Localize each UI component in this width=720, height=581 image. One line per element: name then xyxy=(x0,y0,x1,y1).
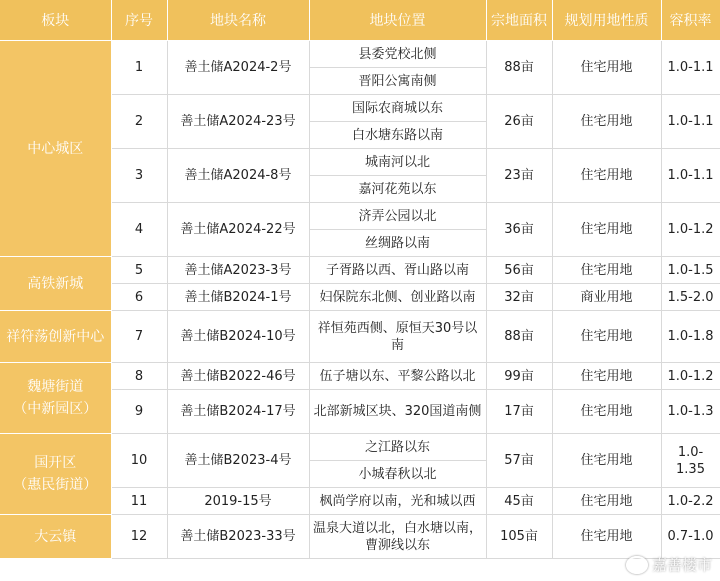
header-parcel-name: 地块名称 xyxy=(167,0,309,41)
parcel-land-use: 住宅用地 xyxy=(552,95,661,149)
parcel-plot-ratio: 1.5-2.0 xyxy=(661,284,720,311)
header-number: 序号 xyxy=(111,0,167,41)
watermark xyxy=(626,554,712,575)
header-land-use: 规划用地性质 xyxy=(552,0,661,41)
parcel-plot-ratio: 1.0-1.35 xyxy=(661,434,720,488)
parcel-area: 36亩 xyxy=(486,203,552,257)
parcel-location: 北部新城区块、320国道南侧 xyxy=(309,390,486,434)
parcel-area: 23亩 xyxy=(486,149,552,203)
parcel-area: 56亩 xyxy=(486,257,552,284)
parcel-land-use: 住宅用地 xyxy=(552,488,661,515)
row-number: 9 xyxy=(111,390,167,434)
watermark-logo-icon xyxy=(626,556,648,574)
parcel-land-use: 住宅用地 xyxy=(552,203,661,257)
row-number: 4 xyxy=(111,203,167,257)
parcel-plot-ratio: 1.0-1.1 xyxy=(661,41,720,95)
parcel-land-use: 住宅用地 xyxy=(552,149,661,203)
parcel-location: 国际农商城以东 xyxy=(309,95,486,122)
header-row xyxy=(0,0,720,41)
parcel-name: 善土储B2024-1号 xyxy=(167,284,309,311)
parcel-land-use: 住宅用地 xyxy=(552,515,661,559)
parcel-area: 88亩 xyxy=(486,311,552,363)
parcel-name: 善土储B2022-46号 xyxy=(167,363,309,390)
block-cell: 高铁新城 xyxy=(0,257,111,311)
row-number: 10 xyxy=(111,434,167,488)
header-plot-ratio: 容积率 xyxy=(661,0,720,41)
parcel-location: 妇保院东北侧、创业路以南 xyxy=(309,284,486,311)
parcel-area: 32亩 xyxy=(486,284,552,311)
parcel-plot-ratio: 1.0-1.1 xyxy=(661,95,720,149)
parcel-plot-ratio: 1.0-1.3 xyxy=(661,390,720,434)
block-cell: 大云镇 xyxy=(0,515,111,559)
parcel-area: 26亩 xyxy=(486,95,552,149)
parcel-name: 善土储A2024-22号 xyxy=(167,203,309,257)
parcel-land-use: 商业用地 xyxy=(552,284,661,311)
watermark-text: 嘉善楼市 xyxy=(651,556,712,574)
parcel-location: 县委党校北侧 xyxy=(309,41,486,68)
block-cell: 中心城区 xyxy=(0,41,111,257)
parcel-location: 城南河以北 xyxy=(309,149,486,176)
row-number: 3 xyxy=(111,149,167,203)
row-number: 2 xyxy=(111,95,167,149)
parcel-land-use: 住宅用地 xyxy=(552,390,661,434)
parcel-location: 枫尚学府以南，光和城以西 xyxy=(309,488,486,515)
parcel-location: 丝绸路以南 xyxy=(309,230,486,257)
row-number: 6 xyxy=(111,284,167,311)
parcel-plot-ratio: 0.7-1.0 xyxy=(661,515,720,559)
row-number: 11 xyxy=(111,488,167,515)
parcel-area: 88亩 xyxy=(486,41,552,95)
parcel-location: 子胥路以西、胥山路以南 xyxy=(309,257,486,284)
parcel-area: 57亩 xyxy=(486,434,552,488)
parcel-location: 祥恒苑西侧、原恒天30号以南 xyxy=(309,311,486,363)
header-block: 板块 xyxy=(0,0,111,41)
parcel-plot-ratio: 1.0-1.1 xyxy=(661,149,720,203)
header-location: 地块位置 xyxy=(309,0,486,41)
parcel-land-use: 住宅用地 xyxy=(552,434,661,488)
parcel-location: 嘉河花苑以东 xyxy=(309,176,486,203)
table-row xyxy=(0,515,720,559)
block-cell: 祥符荡创新中心 xyxy=(0,311,111,363)
row-number: 7 xyxy=(111,311,167,363)
parcel-name: 2019-15号 xyxy=(167,488,309,515)
parcel-location: 晋阳公寓南侧 xyxy=(309,68,486,95)
block-cell: 魏塘街道 （中新园区） xyxy=(0,363,111,434)
parcel-name: 善土储B2023-33号 xyxy=(167,515,309,559)
parcel-plot-ratio: 1.0-1.8 xyxy=(661,311,720,363)
parcel-land-use: 住宅用地 xyxy=(552,41,661,95)
parcel-name: 善土储A2024-8号 xyxy=(167,149,309,203)
parcel-plot-ratio: 1.0-1.5 xyxy=(661,257,720,284)
parcel-location: 温泉大道以北，白水塘以南，曹泖线以东 xyxy=(309,515,486,559)
parcel-land-use: 住宅用地 xyxy=(552,257,661,284)
row-number: 8 xyxy=(111,363,167,390)
header-area: 宗地面积 xyxy=(486,0,552,41)
row-number: 12 xyxy=(111,515,167,559)
block-cell: 国开区 （惠民街道） xyxy=(0,434,111,515)
table-row xyxy=(0,363,720,390)
parcel-land-use: 住宅用地 xyxy=(552,311,661,363)
table-row xyxy=(0,434,720,461)
parcel-location: 小城春秋以北 xyxy=(309,461,486,488)
row-number: 1 xyxy=(111,41,167,95)
parcel-plot-ratio: 1.0-1.2 xyxy=(661,203,720,257)
parcel-name: 善土储B2024-10号 xyxy=(167,311,309,363)
row-number: 5 xyxy=(111,257,167,284)
parcel-area: 45亩 xyxy=(486,488,552,515)
parcel-name: 善土储A2023-3号 xyxy=(167,257,309,284)
table-row xyxy=(0,311,720,363)
table-row xyxy=(0,257,720,284)
parcel-land-use: 住宅用地 xyxy=(552,363,661,390)
parcel-name: 善土储B2023-4号 xyxy=(167,434,309,488)
parcel-name: 善土储B2024-17号 xyxy=(167,390,309,434)
parcel-location: 济弄公园以北 xyxy=(309,203,486,230)
parcel-plot-ratio: 1.0-2.2 xyxy=(661,488,720,515)
parcel-location: 伍子塘以东、平黎公路以北 xyxy=(309,363,486,390)
parcel-area: 17亩 xyxy=(486,390,552,434)
parcel-area: 99亩 xyxy=(486,363,552,390)
parcel-area: 105亩 xyxy=(486,515,552,559)
parcel-name: 善土储A2024-23号 xyxy=(167,95,309,149)
parcel-location: 白水塘东路以南 xyxy=(309,122,486,149)
parcel-plot-ratio: 1.0-1.2 xyxy=(661,363,720,390)
parcel-location: 之江路以东 xyxy=(309,434,486,461)
parcel-name: 善土储A2024-2号 xyxy=(167,41,309,95)
table-row xyxy=(0,41,720,68)
